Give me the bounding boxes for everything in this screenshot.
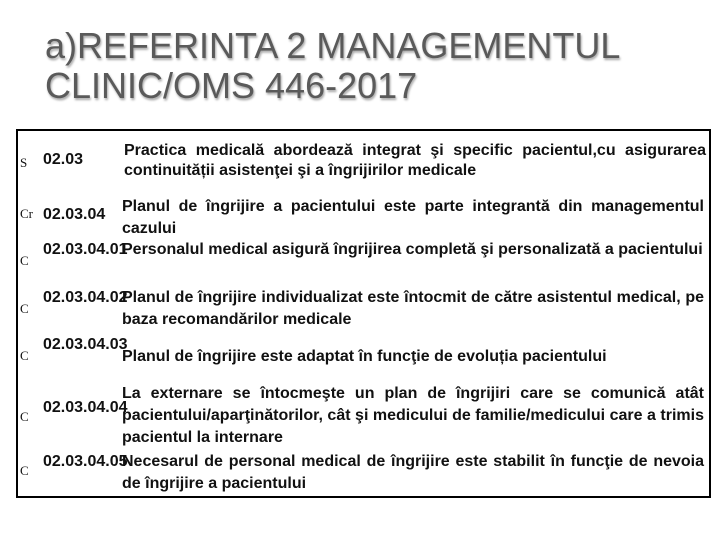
- row-text: Practica medicală abordează integrat şi specific pacientul,cu asigurarea continuității asistenţei şi a îngrijirilor medicale: [124, 142, 706, 179]
- row-prefix: Cr: [20, 206, 33, 221]
- title-line-1: a)REFERINTA 2 MANAGEMENTUL: [45, 25, 621, 66]
- row-prefix: C: [20, 463, 29, 478]
- row-text: Necesarul de personal medical de îngrijire este stabilit în funcţie de nevoia de îngrijire a pacientului: [122, 453, 704, 492]
- row-prefix: C: [20, 253, 29, 268]
- row-code: 02.03.04.03: [43, 336, 128, 353]
- row-text: La externare se întocmeşte un plan de îngrijiri care se comunică atât pacientului/aparţinătorilor, cât şi medicului de familie/medicului care a trimis pacientul la internare: [122, 385, 704, 446]
- row-text: Planul de îngrijire este adaptat în funcţie de evoluția pacientului: [122, 348, 607, 365]
- row-text: Personalul medical asigură îngrijirea completă şi personalizată a pacientului: [122, 241, 703, 258]
- page-title: [45, 26, 620, 106]
- row-code: 02.03.04.01: [43, 241, 128, 258]
- row-code: 02.03.04.05: [43, 453, 128, 470]
- row-code: 02.03.04.04: [43, 399, 128, 416]
- title-line-2: CLINIC/OMS 446-2017: [45, 65, 418, 106]
- row-prefix: C: [20, 409, 29, 424]
- row-code: 02.03: [43, 151, 84, 168]
- row-code: 02.03.04.02: [43, 289, 128, 306]
- standards-table: [16, 129, 711, 498]
- row-prefix: C: [20, 348, 29, 363]
- row-prefix: C: [20, 301, 29, 316]
- row-prefix: S: [20, 155, 28, 170]
- row-code: 02.03.04: [43, 206, 106, 223]
- row-text: Planul de îngrijire individualizat este întocmit de către asistentul medical, pe baza recomandărilor medicale: [122, 289, 704, 328]
- row-text: Planul de îngrijire a pacientului este parte integrantă din managementul cazului: [122, 198, 704, 237]
